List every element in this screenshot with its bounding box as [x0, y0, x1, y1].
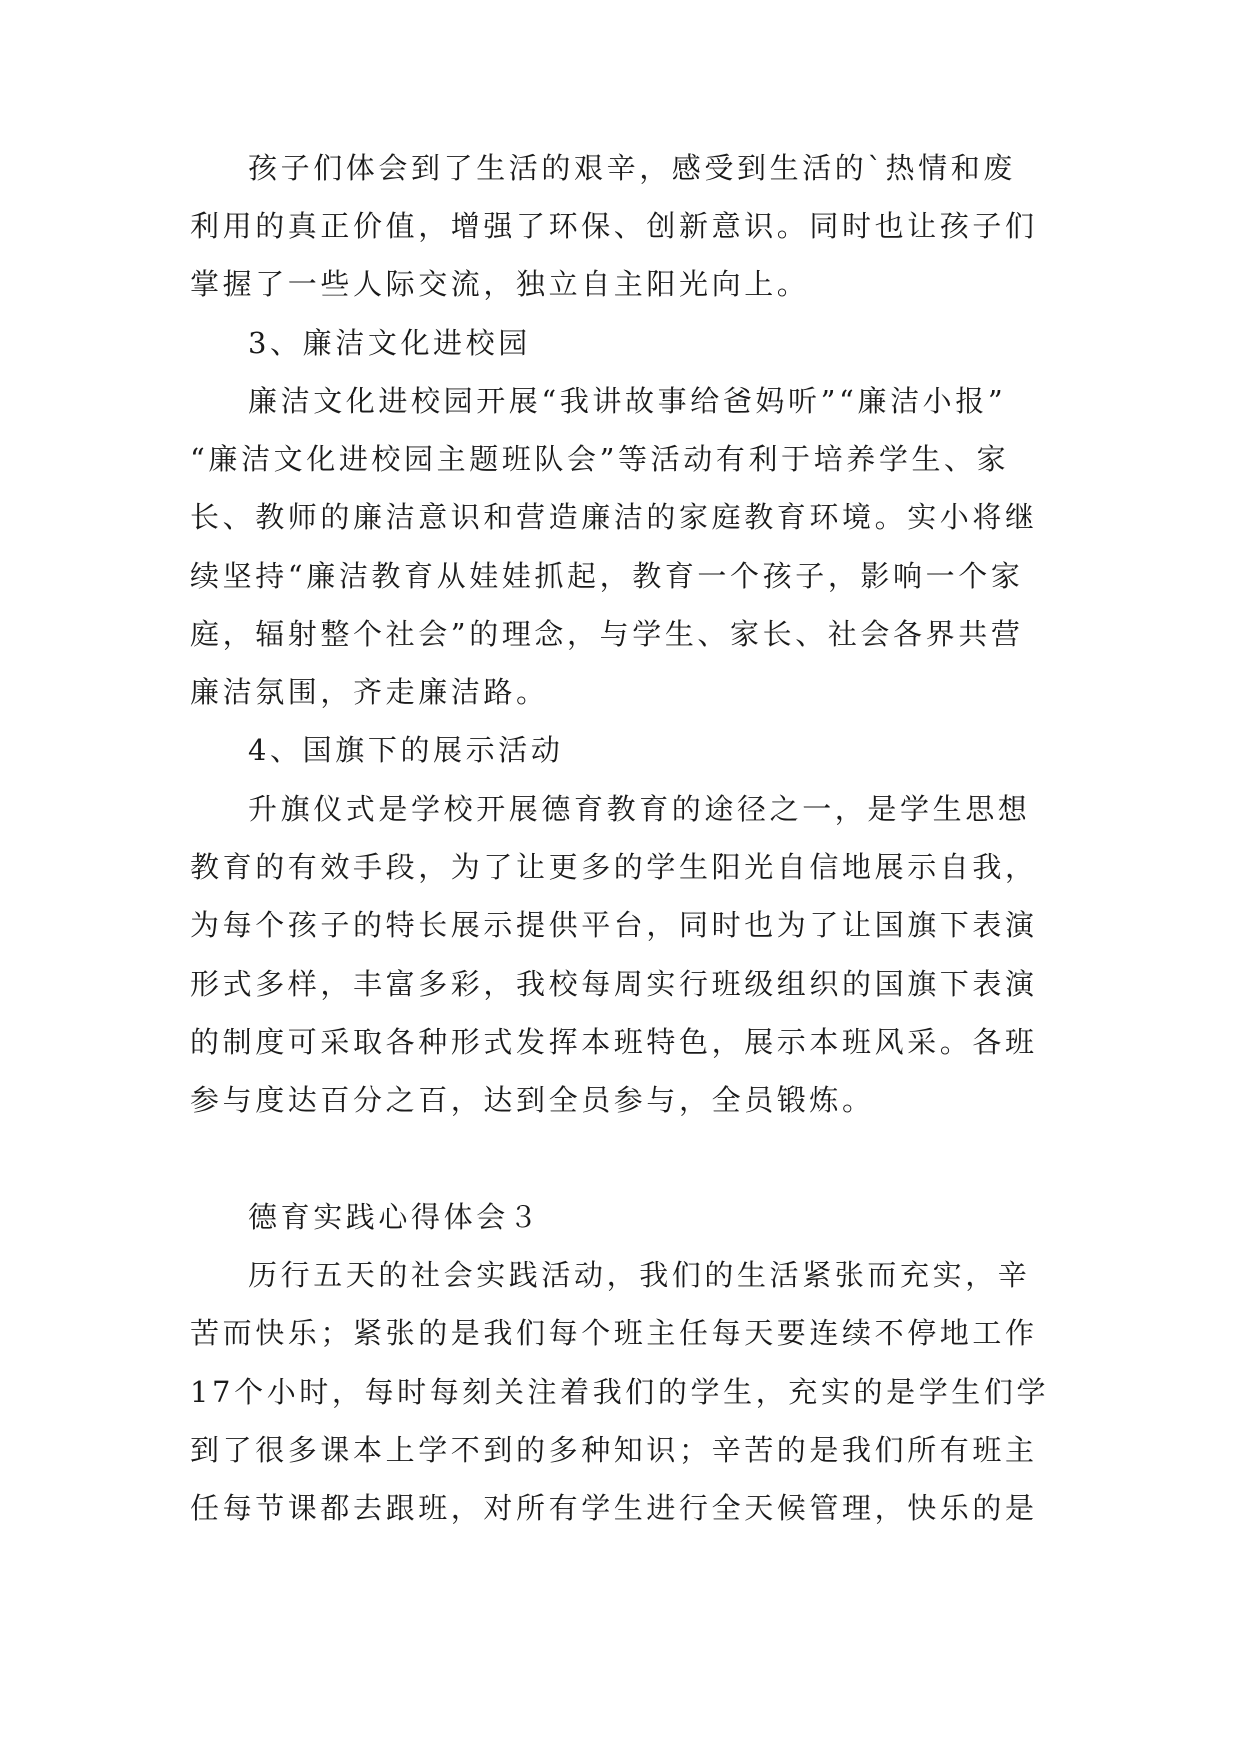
paragraph-line: 廉洁文化进校园开展“我讲故事给爸妈听”“廉洁小报”	[248, 384, 1007, 418]
document-title: 德育实践心得体会３	[248, 1200, 542, 1234]
paragraph-line: 续坚持“廉洁教育从娃娃抓起，教育一个孩子，影响一个家	[190, 559, 1024, 593]
paragraph-line: 长、教师的廉洁意识和营造廉洁的家庭教育环境。实小将继	[190, 500, 1038, 534]
paragraph-line: 任每节课都去跟班，对所有学生进行全天候管理，快乐的是	[190, 1491, 1038, 1525]
paragraph-line: 庭，辐射整个社会”的理念，与学生、家长、社会各界共营	[190, 617, 1024, 651]
paragraph-line: 历行五天的社会实践活动，我们的生活紧张而充实，辛	[248, 1258, 1031, 1292]
section-heading: 3、廉洁文化进校园	[248, 326, 531, 360]
paragraph-line: 为每个孩子的特长展示提供平台，同时也为了让国旗下表演	[190, 908, 1038, 942]
paragraph-line: 参与度达百分之百，达到全员参与，全员锻炼。	[190, 1083, 875, 1117]
paragraph-line: “廉洁文化进校园主题班队会”等活动有利于培养学生、家	[190, 442, 1010, 476]
section-heading: 4、国旗下的展示活动	[248, 733, 564, 767]
paragraph-line: 利用的真正价值，增强了环保、创新意识。同时也让孩子们	[190, 209, 1038, 243]
paragraph-line: 到了很多课本上学不到的多种知识；辛苦的是我们所有班主	[190, 1433, 1038, 1467]
paragraph-line: 廉洁氛围，齐走廉洁路。	[190, 675, 549, 709]
paragraph-line: 孩子们体会到了生活的艰辛，感受到生活的`热情和废	[248, 151, 1016, 185]
paragraph-line: 升旗仪式是学校开展德育教育的途径之一，是学生思想	[248, 792, 1031, 826]
paragraph-line: 17个小时，每时每刻关注着我们的学生，充实的是学生们学	[190, 1375, 1050, 1409]
paragraph-line: 的制度可采取各种形式发挥本班特色，展示本班风采。各班	[190, 1025, 1038, 1059]
paragraph-line: 掌握了一些人际交流，独立自主阳光向上。	[190, 267, 810, 301]
paragraph-line: 教育的有效手段，为了让更多的学生阳光自信地展示自我，	[190, 850, 1038, 884]
paragraph-line: 苦而快乐；紧张的是我们每个班主任每天要连续不停地工作	[190, 1316, 1038, 1350]
paragraph-line: 形式多样，丰富多彩，我校每周实行班级组织的国旗下表演	[190, 967, 1038, 1001]
